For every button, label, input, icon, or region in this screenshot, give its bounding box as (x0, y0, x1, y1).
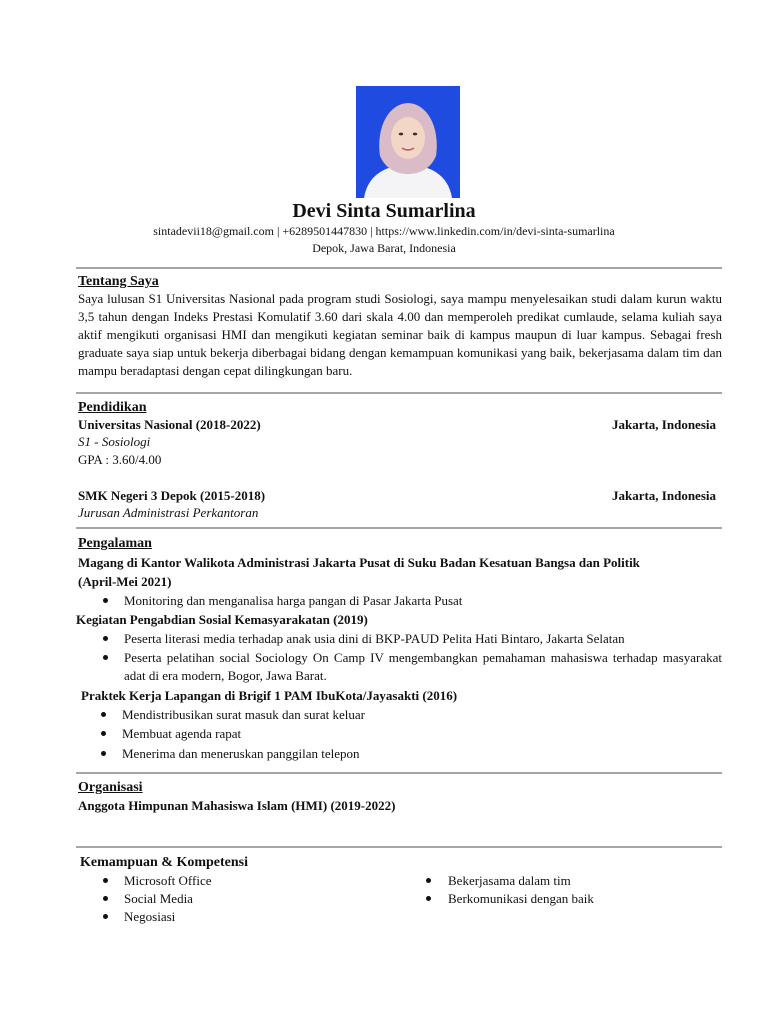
experience-bullet: Mendistribusikan surat masuk dan surat keluar (122, 707, 365, 722)
section-title-skills: Kemampuan & Kompetensi (80, 855, 248, 870)
bullet-icon (103, 878, 108, 883)
skill-item: Berkomunikasi dengan baik (448, 891, 594, 906)
section-title-experience: Pengalaman (78, 536, 152, 551)
about-text: Saya lulusan S1 Universitas Nasional pada program studi Sosiologi, saya mampu menyelesaikan studi dalam kurun waktu 3,5 tahun dengan Indeks Prestasi Komulatif 3.60 dari skala 4.00 dan memperoleh predikat cumlaude, selama kuliah saya aktif mengikuti organisasi HMI dan mengikuti kegiatan seminar baik di kampus maupun di luar kampus. Sebagai fresh graduate saya siap untuk bekerja diberbagai bidang dengan kemampuan komunikasi yang baik, bekerjasama dalam tim dan mampu beradaptasi dengan cepat dilingkungan baru. (78, 291, 722, 378)
education-major: S1 - Sosiologi (78, 434, 151, 449)
organization-item: Anggota Himpunan Mahasiswa Islam (HMI) (2019-2022) (78, 798, 396, 813)
bullet-icon (103, 598, 108, 603)
experience-bullet: Menerima dan meneruskan panggilan telepon (122, 746, 360, 761)
education-location: Jakarta, Indonesia (611, 488, 716, 503)
bullet-icon (101, 712, 106, 717)
skill-item: Negosiasi (124, 909, 176, 924)
education-location: Jakarta, Indonesia (611, 417, 716, 432)
person-silhouette-icon (356, 86, 460, 198)
divider (76, 772, 722, 774)
divider (76, 392, 722, 394)
profile-photo (356, 86, 460, 198)
location-line: Depok, Jawa Barat, Indonesia (312, 241, 456, 255)
section-title-education: Pendidikan (78, 400, 147, 415)
skill-item: Microsoft Office (124, 873, 212, 888)
bullet-icon (103, 636, 108, 641)
experience-title: Praktek Kerja Lapangan di Brigif 1 PAM IbuKota/Jayasakti (2016) (81, 688, 458, 703)
education-gpa: GPA : 3.60/4.00 (78, 452, 162, 467)
section-title-about: Tentang Saya (78, 274, 159, 289)
experience-bullet: Peserta pelatihan social Sociology On Camp IV mengembangkan pemahaman mahasiswa terhadap masyarakat adat di era modern, Bogor, Jawa Barat. (124, 650, 722, 683)
bullet-icon (103, 896, 108, 901)
experience-bullet: Monitoring dan menganalisa harga pangan di Pasar Jakarta Pusat (124, 593, 463, 608)
bullet-icon (101, 751, 106, 756)
contact-line: sintadevii18@gmail.com | +6289501447830 | https://www.linkedin.com/in/devi-sinta-sumarlina (153, 224, 615, 238)
education-major: Jurusan Administrasi Perkantoran (78, 505, 259, 520)
education-school: SMK Negeri 3 Depok (2015-2018) (78, 488, 266, 503)
bullet-icon (103, 655, 108, 660)
skill-item: Bekerjasama dalam tim (448, 873, 571, 888)
divider (76, 267, 722, 269)
candidate-name: Devi Sinta Sumarlina (292, 200, 476, 222)
skill-item: Social Media (124, 891, 193, 906)
experience-title: Kegiatan Pengabdian Sosial Kemasyarakatan (2019) (76, 612, 368, 627)
bullet-icon (103, 914, 108, 919)
experience-title: Magang di Kantor Walikota Administrasi Jakarta Pusat di Suku Badan Kesatuan Bangsa dan Politik (78, 555, 640, 570)
divider (76, 527, 722, 529)
experience-bullet: Peserta literasi media terhadap anak usia dini di BKP-PAUD Pelita Hati Bintaro, Jakarta Selatan (124, 631, 625, 646)
bullet-icon (101, 731, 106, 736)
education-school: Universitas Nasional (2018-2022) (78, 417, 261, 432)
bullet-icon (426, 896, 431, 901)
section-title-organization: Organisasi (78, 780, 143, 795)
bullet-icon (426, 878, 431, 883)
divider (76, 846, 722, 848)
experience-bullet: Membuat agenda rapat (122, 726, 242, 741)
experience-title-period: (April-Mei 2021) (78, 574, 172, 589)
